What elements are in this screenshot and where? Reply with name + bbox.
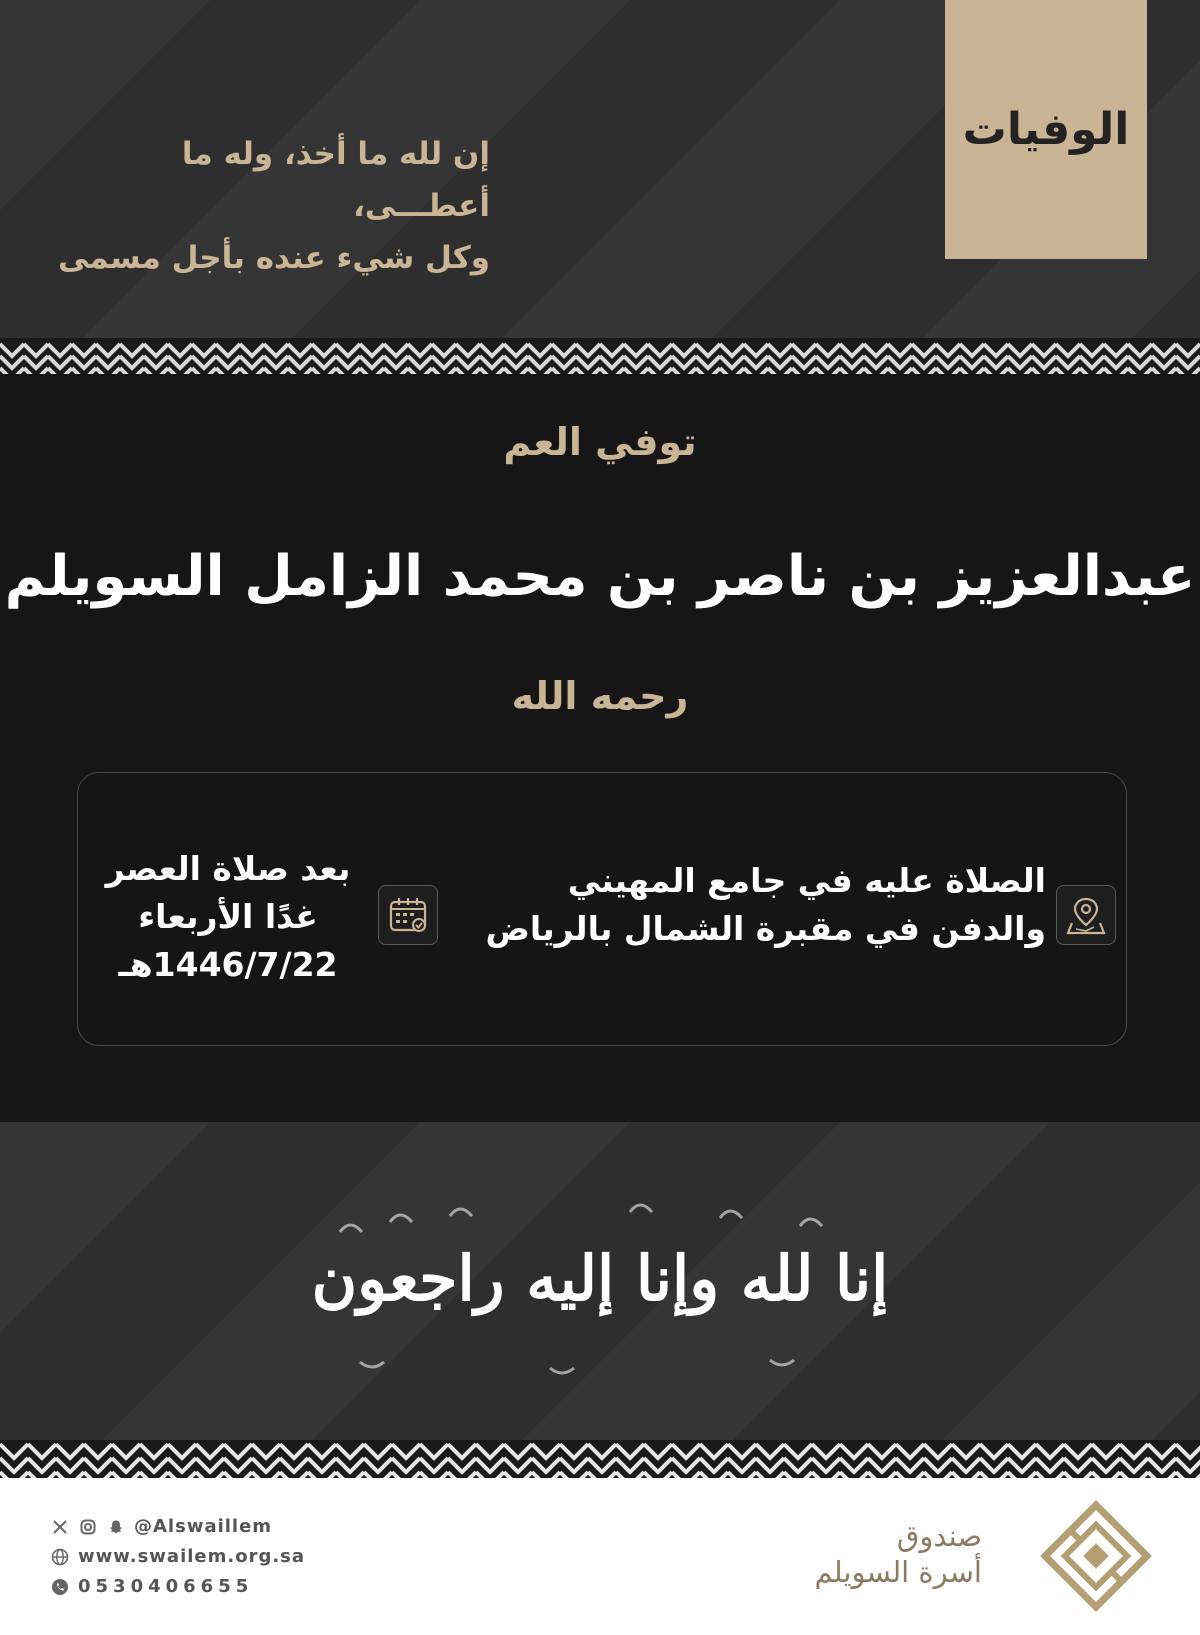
time-line-2: غدًا الأربعاء	[138, 897, 318, 936]
deceased-name: عبدالعزيز بن ناصر بن محمد الزامل السويلم	[4, 544, 1196, 609]
social-row	[50, 1516, 272, 1537]
website-row	[50, 1546, 305, 1567]
section-tag-box	[945, 0, 1147, 259]
globe-icon	[50, 1547, 70, 1567]
details-card	[77, 772, 1127, 1046]
map-pin-icon	[1056, 885, 1116, 945]
location-line-1: الصلاة عليه في جامع المهيني	[567, 861, 1046, 900]
calligraphy-artwork	[300, 1192, 900, 1382]
phone-row	[50, 1576, 253, 1597]
announcement-intro: توفي العم	[503, 420, 697, 464]
phone-number[interactable]: 0530406655	[78, 1576, 254, 1597]
zigzag-border-bottom	[0, 1440, 1200, 1478]
header-section	[0, 0, 1200, 338]
announcement-section	[0, 374, 1200, 1122]
time-text	[88, 845, 368, 989]
time-line-1: بعد صلاة العصر	[105, 849, 351, 888]
time-line-3: 1446/7/22هـ	[118, 945, 338, 984]
section-tag: الوفيات	[962, 104, 1130, 155]
x-twitter-icon[interactable]	[50, 1517, 70, 1537]
org-name-line-1: صندوق	[896, 1519, 982, 1553]
whatsapp-icon	[50, 1577, 70, 1597]
footer	[0, 1478, 1200, 1635]
social-handle[interactable]: @Alswaillem	[134, 1516, 273, 1537]
prayer-text: رحمه الله	[511, 674, 689, 718]
quote-line-2: وكل شيء عنده بأجل مسمى	[57, 240, 490, 276]
snapchat-icon[interactable]	[106, 1517, 126, 1537]
org-name-line-2: أسرة السويلم	[814, 1555, 982, 1589]
location-line-2: والدفن في مقبرة الشمال بالرياض	[485, 909, 1046, 948]
calligraphy-section	[0, 1122, 1200, 1440]
calligraphy-text: إنا لله وإنا إليه راجعون	[311, 1242, 889, 1315]
org-name	[815, 1518, 983, 1590]
website-link[interactable]: www.swailem.org.sa	[78, 1546, 306, 1567]
location-text	[426, 857, 1046, 953]
calendar-check-icon	[378, 885, 438, 945]
quote-block	[40, 128, 490, 284]
quote-line-1: إن لله ما أخذ، وله ما أعطـــى،	[181, 136, 490, 224]
instagram-icon[interactable]	[78, 1517, 98, 1537]
org-logo	[1040, 1500, 1152, 1612]
zigzag-border-top	[0, 338, 1200, 374]
